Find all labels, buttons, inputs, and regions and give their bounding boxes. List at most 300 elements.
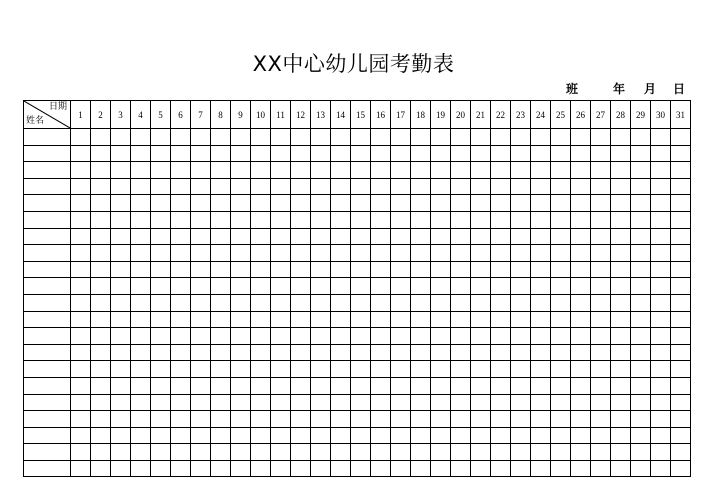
attendance-cell — [611, 278, 631, 295]
attendance-cell — [631, 460, 651, 477]
attendance-cell — [651, 278, 671, 295]
attendance-cell — [371, 211, 391, 228]
table-row — [24, 311, 691, 328]
table-row — [24, 427, 691, 444]
attendance-cell — [271, 444, 291, 461]
attendance-cell — [571, 261, 591, 278]
attendance-cell — [211, 411, 231, 428]
attendance-cell — [251, 427, 271, 444]
attendance-cell — [511, 460, 531, 477]
attendance-cell — [571, 162, 591, 179]
attendance-cell — [511, 195, 531, 212]
attendance-cell — [651, 361, 671, 378]
table-row — [24, 278, 691, 295]
attendance-cell — [611, 311, 631, 328]
attendance-cell — [471, 311, 491, 328]
attendance-cell — [411, 129, 431, 146]
attendance-cell — [591, 394, 611, 411]
attendance-cell — [591, 129, 611, 146]
attendance-cell — [231, 228, 251, 245]
attendance-cell — [311, 460, 331, 477]
attendance-cell — [431, 394, 451, 411]
attendance-cell — [591, 278, 611, 295]
attendance-cell — [131, 460, 151, 477]
attendance-cell — [591, 195, 611, 212]
attendance-cell — [151, 460, 171, 477]
attendance-cell — [551, 411, 571, 428]
attendance-cell — [511, 328, 531, 345]
attendance-cell — [511, 211, 531, 228]
attendance-cell — [591, 294, 611, 311]
attendance-cell — [171, 344, 191, 361]
attendance-cell — [271, 211, 291, 228]
table-row — [24, 377, 691, 394]
attendance-cell — [331, 444, 351, 461]
attendance-cell — [231, 361, 251, 378]
attendance-cell — [351, 245, 371, 262]
attendance-cell — [271, 162, 291, 179]
attendance-cell — [431, 377, 451, 394]
name-cell — [24, 228, 71, 245]
day-header-1: 1 — [71, 101, 91, 129]
name-cell — [24, 162, 71, 179]
attendance-cell — [291, 427, 311, 444]
attendance-cell — [131, 228, 151, 245]
class-label: 班 — [566, 82, 579, 96]
table-row — [24, 361, 691, 378]
attendance-cell — [171, 394, 191, 411]
attendance-cell — [471, 145, 491, 162]
day-header-19: 19 — [431, 101, 451, 129]
name-cell — [24, 245, 71, 262]
attendance-cell — [171, 278, 191, 295]
attendance-cell — [571, 460, 591, 477]
attendance-cell — [411, 444, 431, 461]
attendance-cell — [211, 278, 231, 295]
attendance-cell — [391, 129, 411, 146]
attendance-cell — [551, 460, 571, 477]
attendance-cell — [151, 361, 171, 378]
attendance-cell — [311, 261, 331, 278]
attendance-cell — [451, 195, 471, 212]
attendance-cell — [231, 328, 251, 345]
attendance-cell — [111, 245, 131, 262]
day-header-20: 20 — [451, 101, 471, 129]
attendance-cell — [511, 444, 531, 461]
attendance-cell — [291, 211, 311, 228]
attendance-cell — [491, 294, 511, 311]
attendance-cell — [431, 178, 451, 195]
attendance-cell — [111, 411, 131, 428]
attendance-cell — [151, 129, 171, 146]
attendance-cell — [71, 195, 91, 212]
attendance-cell — [231, 178, 251, 195]
attendance-cell — [331, 377, 351, 394]
attendance-cell — [511, 245, 531, 262]
day-header-28: 28 — [611, 101, 631, 129]
attendance-cell — [131, 344, 151, 361]
attendance-cell — [71, 328, 91, 345]
attendance-cell — [191, 228, 211, 245]
attendance-cell — [391, 427, 411, 444]
attendance-cell — [411, 145, 431, 162]
attendance-cell — [411, 211, 431, 228]
attendance-cell — [151, 394, 171, 411]
attendance-cell — [211, 228, 231, 245]
attendance-cell — [111, 377, 131, 394]
attendance-cell — [571, 129, 591, 146]
attendance-cell — [91, 328, 111, 345]
attendance-cell — [471, 129, 491, 146]
attendance-cell — [631, 195, 651, 212]
attendance-cell — [91, 162, 111, 179]
attendance-cell — [71, 261, 91, 278]
attendance-cell — [531, 129, 551, 146]
attendance-cell — [531, 145, 551, 162]
name-cell — [24, 411, 71, 428]
attendance-cell — [191, 178, 211, 195]
attendance-cell — [531, 228, 551, 245]
attendance-cell — [151, 145, 171, 162]
attendance-cell — [471, 411, 491, 428]
attendance-cell — [531, 311, 551, 328]
attendance-cell — [111, 278, 131, 295]
attendance-cell — [491, 261, 511, 278]
attendance-cell — [471, 195, 491, 212]
attendance-cell — [351, 411, 371, 428]
attendance-cell — [411, 294, 431, 311]
attendance-cell — [291, 195, 311, 212]
attendance-cell — [231, 294, 251, 311]
attendance-cell — [151, 228, 171, 245]
attendance-cell — [671, 460, 691, 477]
attendance-cell — [411, 377, 431, 394]
attendance-cell — [191, 328, 211, 345]
attendance-cell — [271, 361, 291, 378]
attendance-cell — [91, 411, 111, 428]
attendance-cell — [291, 294, 311, 311]
attendance-cell — [131, 162, 151, 179]
attendance-cell — [171, 228, 191, 245]
attendance-cell — [211, 344, 231, 361]
attendance-cell — [571, 311, 591, 328]
attendance-cell — [511, 361, 531, 378]
attendance-cell — [471, 328, 491, 345]
attendance-cell — [171, 444, 191, 461]
attendance-cell — [171, 294, 191, 311]
attendance-cell — [271, 245, 291, 262]
attendance-cell — [311, 162, 331, 179]
attendance-cell — [671, 394, 691, 411]
attendance-cell — [331, 195, 351, 212]
attendance-cell — [631, 394, 651, 411]
day-header-4: 4 — [131, 101, 151, 129]
attendance-cell — [291, 377, 311, 394]
attendance-cell — [611, 178, 631, 195]
name-cell — [24, 178, 71, 195]
attendance-cell — [611, 460, 631, 477]
day-header-29: 29 — [631, 101, 651, 129]
attendance-cell — [271, 427, 291, 444]
attendance-cell — [451, 377, 471, 394]
attendance-cell — [291, 145, 311, 162]
attendance-cell — [671, 411, 691, 428]
attendance-cell — [191, 195, 211, 212]
attendance-cell — [151, 178, 171, 195]
attendance-cell — [331, 411, 351, 428]
attendance-cell — [151, 377, 171, 394]
attendance-cell — [551, 245, 571, 262]
attendance-cell — [431, 129, 451, 146]
attendance-cell — [571, 195, 591, 212]
day-label: 日 — [673, 82, 686, 96]
attendance-cell — [431, 444, 451, 461]
attendance-cell — [471, 361, 491, 378]
attendance-cell — [171, 245, 191, 262]
attendance-cell — [291, 311, 311, 328]
day-header-25: 25 — [551, 101, 571, 129]
attendance-cell — [251, 460, 271, 477]
attendance-cell — [111, 294, 131, 311]
attendance-cell — [451, 427, 471, 444]
name-cell — [24, 444, 71, 461]
attendance-cell — [631, 294, 651, 311]
attendance-cell — [511, 145, 531, 162]
attendance-cell — [71, 294, 91, 311]
attendance-cell — [591, 460, 611, 477]
attendance-cell — [531, 328, 551, 345]
attendance-cell — [511, 344, 531, 361]
attendance-cell — [551, 178, 571, 195]
attendance-cell — [591, 178, 611, 195]
attendance-cell — [651, 460, 671, 477]
name-cell — [24, 328, 71, 345]
attendance-cell — [491, 129, 511, 146]
table-row — [24, 394, 691, 411]
attendance-cell — [211, 394, 231, 411]
attendance-cell — [211, 361, 231, 378]
attendance-cell — [371, 228, 391, 245]
attendance-cell — [451, 228, 471, 245]
attendance-cell — [211, 178, 231, 195]
attendance-cell — [71, 344, 91, 361]
attendance-cell — [451, 411, 471, 428]
attendance-cell — [591, 162, 611, 179]
attendance-cell — [71, 377, 91, 394]
attendance-cell — [351, 427, 371, 444]
attendance-cell — [251, 195, 271, 212]
attendance-cell — [331, 145, 351, 162]
attendance-cell — [471, 278, 491, 295]
attendance-cell — [431, 145, 451, 162]
attendance-cell — [551, 228, 571, 245]
attendance-cell — [111, 261, 131, 278]
attendance-cell — [211, 444, 231, 461]
table-row — [24, 411, 691, 428]
attendance-cell — [251, 211, 271, 228]
attendance-cell — [291, 228, 311, 245]
attendance-cell — [131, 328, 151, 345]
attendance-cell — [671, 328, 691, 345]
attendance-cell — [611, 228, 631, 245]
attendance-cell — [231, 145, 251, 162]
day-header-16: 16 — [371, 101, 391, 129]
attendance-cell — [151, 427, 171, 444]
attendance-cell — [531, 178, 551, 195]
attendance-cell — [391, 460, 411, 477]
attendance-cell — [251, 411, 271, 428]
attendance-cell — [111, 178, 131, 195]
attendance-cell — [631, 361, 651, 378]
attendance-cell — [511, 162, 531, 179]
attendance-cell — [191, 460, 211, 477]
attendance-cell — [351, 344, 371, 361]
attendance-cell — [71, 361, 91, 378]
day-header-7: 7 — [191, 101, 211, 129]
attendance-cell — [371, 361, 391, 378]
attendance-cell — [151, 195, 171, 212]
attendance-cell — [271, 411, 291, 428]
attendance-cell — [211, 311, 231, 328]
attendance-cell — [91, 427, 111, 444]
attendance-cell — [491, 211, 511, 228]
attendance-cell — [591, 211, 611, 228]
attendance-cell — [651, 228, 671, 245]
attendance-cell — [211, 328, 231, 345]
attendance-cell — [371, 411, 391, 428]
attendance-cell — [651, 129, 671, 146]
attendance-cell — [671, 162, 691, 179]
attendance-cell — [631, 427, 651, 444]
attendance-cell — [331, 344, 351, 361]
day-header-27: 27 — [591, 101, 611, 129]
attendance-cell — [671, 361, 691, 378]
attendance-cell — [371, 294, 391, 311]
attendance-cell — [611, 361, 631, 378]
attendance-cell — [151, 245, 171, 262]
name-cell — [24, 377, 71, 394]
attendance-cell — [371, 444, 391, 461]
attendance-cell — [631, 261, 651, 278]
attendance-cell — [291, 129, 311, 146]
attendance-cell — [411, 411, 431, 428]
attendance-cell — [371, 129, 391, 146]
attendance-cell — [411, 162, 431, 179]
attendance-cell — [331, 361, 351, 378]
attendance-cell — [451, 261, 471, 278]
attendance-cell — [491, 162, 511, 179]
attendance-cell — [91, 444, 111, 461]
attendance-cell — [531, 361, 551, 378]
attendance-cell — [651, 411, 671, 428]
attendance-cell — [191, 411, 211, 428]
attendance-cell — [531, 162, 551, 179]
attendance-cell — [311, 328, 331, 345]
name-cell — [24, 311, 71, 328]
attendance-cell — [471, 344, 491, 361]
attendance-cell — [251, 311, 271, 328]
table-row — [24, 145, 691, 162]
attendance-cell — [411, 427, 431, 444]
attendance-cell — [551, 311, 571, 328]
attendance-cell — [431, 411, 451, 428]
attendance-cell — [231, 377, 251, 394]
attendance-cell — [631, 162, 651, 179]
attendance-cell — [71, 228, 91, 245]
attendance-cell — [451, 178, 471, 195]
attendance-cell — [671, 377, 691, 394]
attendance-cell — [671, 145, 691, 162]
attendance-cell — [191, 162, 211, 179]
attendance-cell — [551, 328, 571, 345]
name-cell — [24, 394, 71, 411]
attendance-cell — [431, 228, 451, 245]
attendance-cell — [231, 211, 251, 228]
attendance-cell — [631, 444, 651, 461]
attendance-cell — [391, 211, 411, 228]
name-cell — [24, 361, 71, 378]
attendance-cell — [351, 444, 371, 461]
attendance-cell — [151, 344, 171, 361]
attendance-cell — [131, 361, 151, 378]
attendance-cell — [491, 460, 511, 477]
attendance-cell — [651, 394, 671, 411]
attendance-cell — [611, 129, 631, 146]
attendance-cell — [451, 294, 471, 311]
attendance-cell — [571, 394, 591, 411]
attendance-cell — [271, 394, 291, 411]
table-row — [24, 444, 691, 461]
attendance-cell — [391, 245, 411, 262]
attendance-cell — [111, 444, 131, 461]
attendance-cell — [491, 145, 511, 162]
attendance-cell — [631, 411, 651, 428]
attendance-cell — [151, 211, 171, 228]
attendance-cell — [371, 261, 391, 278]
day-header-10: 10 — [251, 101, 271, 129]
attendance-cell — [451, 162, 471, 179]
attendance-cell — [571, 145, 591, 162]
attendance-cell — [611, 427, 631, 444]
attendance-cell — [431, 261, 451, 278]
attendance-cell — [91, 344, 111, 361]
attendance-cell — [351, 261, 371, 278]
attendance-cell — [611, 211, 631, 228]
attendance-cell — [451, 145, 471, 162]
attendance-cell — [291, 178, 311, 195]
attendance-cell — [611, 145, 631, 162]
attendance-cell — [331, 178, 351, 195]
attendance-cell — [71, 245, 91, 262]
attendance-cell — [631, 178, 651, 195]
attendance-cell — [231, 245, 251, 262]
attendance-cell — [471, 178, 491, 195]
attendance-cell — [371, 278, 391, 295]
attendance-cell — [631, 245, 651, 262]
attendance-cell — [551, 162, 571, 179]
attendance-cell — [531, 344, 551, 361]
attendance-cell — [331, 228, 351, 245]
attendance-cell — [511, 261, 531, 278]
attendance-cell — [271, 228, 291, 245]
attendance-cell — [151, 162, 171, 179]
attendance-cell — [631, 311, 651, 328]
attendance-cell — [171, 377, 191, 394]
corner-header-cell — [24, 101, 71, 129]
attendance-cell — [651, 211, 671, 228]
attendance-cell — [631, 328, 651, 345]
attendance-cell — [191, 145, 211, 162]
